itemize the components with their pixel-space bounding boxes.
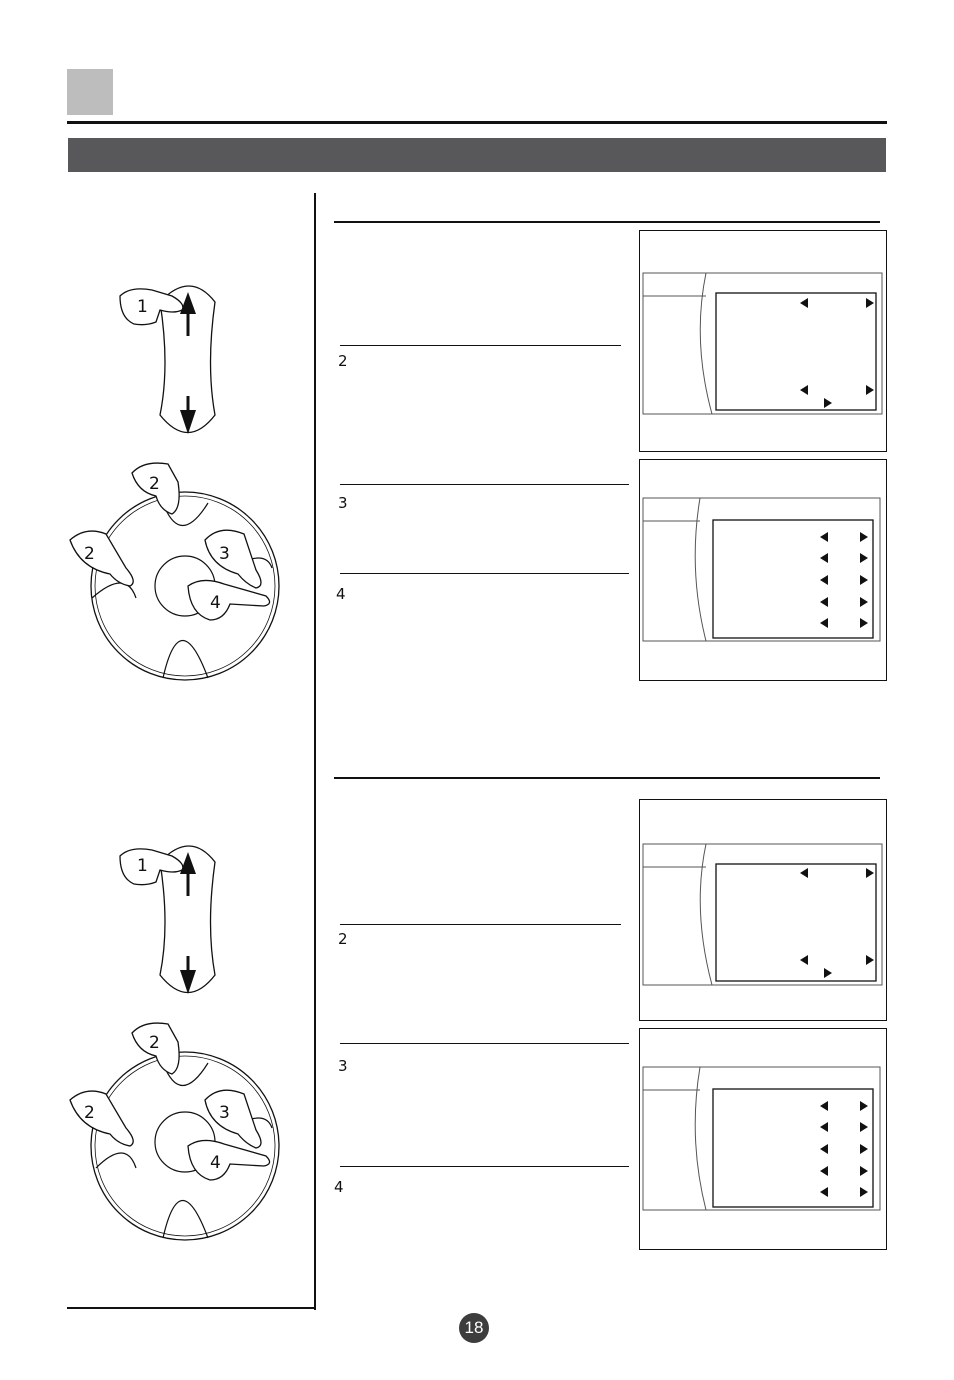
right-triangle-icon: [860, 532, 868, 542]
right-triangle-icon: [860, 618, 868, 628]
menu-screen: [639, 459, 887, 681]
footer-rule: [67, 1307, 316, 1309]
step-number: 2: [338, 930, 348, 948]
left-triangle-icon: [820, 1122, 828, 1132]
left-triangle-icon: [820, 1101, 828, 1111]
left-triangle-icon: [820, 575, 828, 585]
hand-label: 2: [149, 474, 160, 494]
menu-screen: [639, 230, 887, 452]
left-triangle-icon: [820, 597, 828, 607]
right-triangle-icon: [860, 1122, 868, 1132]
step-number: 3: [338, 1057, 348, 1075]
step-number: 4: [336, 585, 346, 603]
left-triangle-icon: [820, 1166, 828, 1176]
left-triangle-icon: [800, 385, 808, 395]
step-rule: [340, 924, 621, 925]
remote-illustration: [60, 838, 290, 1243]
right-triangle-icon: [824, 398, 832, 408]
menu-illustration: [640, 800, 886, 1020]
menu-illustration: [640, 460, 886, 680]
step-rule: [340, 573, 629, 574]
right-triangle-icon: [866, 868, 874, 878]
menu-screen: [639, 799, 887, 1021]
hand-label: 3: [219, 1103, 230, 1123]
right-triangle-icon: [866, 955, 874, 965]
menu-illustration: [640, 231, 886, 451]
step-rule: [340, 345, 621, 346]
left-triangle-icon: [820, 532, 828, 542]
step-rule: [340, 1043, 629, 1044]
left-triangle-icon: [800, 298, 808, 308]
remote-illustration: [60, 278, 290, 683]
step-rule: [340, 484, 629, 485]
hand-label: 3: [219, 544, 230, 564]
hand-label: 4: [210, 1153, 221, 1173]
right-triangle-icon: [860, 1166, 868, 1176]
left-triangle-icon: [820, 1144, 828, 1154]
left-triangle-icon: [820, 553, 828, 563]
left-triangle-icon: [820, 1187, 828, 1197]
right-triangle-icon: [866, 385, 874, 395]
page-number: 18: [459, 1313, 489, 1343]
right-triangle-icon: [860, 575, 868, 585]
left-triangle-icon: [800, 955, 808, 965]
hand-label: 1: [137, 856, 148, 876]
section-title-bar: [68, 138, 886, 172]
right-triangle-icon: [860, 1101, 868, 1111]
menu-illustration: [640, 1029, 886, 1249]
column-divider: [314, 193, 316, 1310]
left-triangle-icon: [800, 868, 808, 878]
right-triangle-icon: [860, 597, 868, 607]
menu-screen: [639, 1028, 887, 1250]
right-triangle-icon: [860, 1144, 868, 1154]
right-triangle-icon: [866, 298, 874, 308]
step-rule: [340, 1166, 629, 1167]
right-triangle-icon: [860, 553, 868, 563]
step-number: 3: [338, 494, 348, 512]
hand-label: 2: [84, 544, 95, 564]
hand-label: 2: [149, 1033, 160, 1053]
hand-label: 4: [210, 593, 221, 613]
step-number: 2: [338, 352, 348, 370]
hand-label: 2: [84, 1103, 95, 1123]
header-rule: [67, 121, 887, 124]
right-triangle-icon: [824, 968, 832, 978]
section-2-rule: [334, 777, 880, 779]
left-triangle-icon: [820, 618, 828, 628]
section-1-rule: [334, 221, 880, 223]
hand-label: 1: [137, 297, 148, 317]
right-triangle-icon: [860, 1187, 868, 1197]
chapter-marker: [67, 69, 113, 115]
step-number: 4: [334, 1178, 344, 1196]
